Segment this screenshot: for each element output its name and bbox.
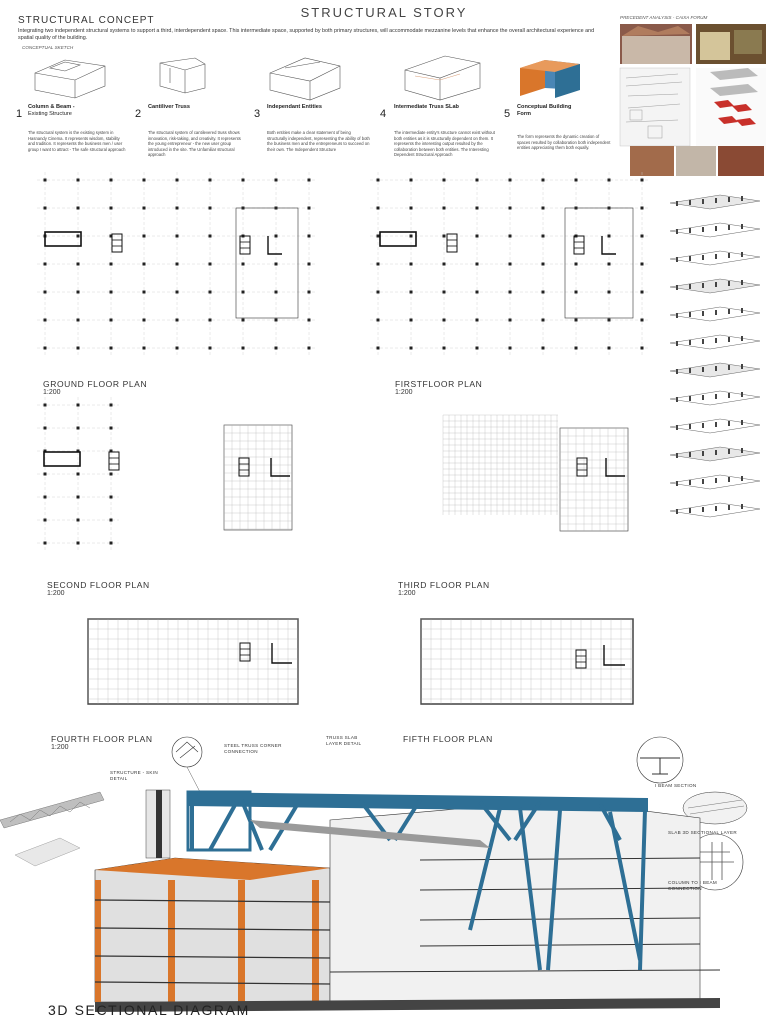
step-3 <box>254 104 372 152</box>
step-body: The structural system of cantilevered truss shows innovation, risk-taking, and creativity. It represents the young entrepreneur - the new user group introduced in the site. The Unfamiliar structural approach <box>148 130 241 157</box>
poster-title: STRUCTURAL STORY <box>300 5 468 20</box>
steel-truss-annotation: STEEL TRUSS CORNER CONNECTION <box>224 743 282 754</box>
step-number: 1 <box>16 108 23 120</box>
section-title: 3D SECTIONAL DIAGRAM <box>48 1002 250 1018</box>
plan-scale: 1:200 <box>51 744 69 751</box>
exploded-isometric-diagram <box>650 185 768 530</box>
i-beam-annotation: I BEAM SECTION <box>655 783 697 788</box>
step-title: Column & Beam - Existing Structure <box>28 104 75 117</box>
plan-scale: 1:200 <box>43 389 61 396</box>
step-body: The form represents the dynamic creation of spaces resulted by collaboration both independent entities appreciating them both equally. <box>517 134 611 150</box>
step-number: 3 <box>254 108 261 120</box>
step-number: 4 <box>380 108 387 120</box>
plan-title: FIRSTFLOOR PLAN <box>395 379 483 389</box>
ground-floor-plan-label <box>43 379 147 396</box>
slab-layer-annotation: SLAB 3D SECTIONAL LAYER <box>668 830 737 835</box>
second-floor-plan-label <box>47 580 150 597</box>
sketch-heading: CONCEPTUAL SKETCH <box>22 45 74 50</box>
skin-detail-annotation: STRUCTURE - SKIN DETAIL <box>110 770 158 781</box>
step-1 <box>16 104 126 152</box>
plan-title: THIRD FLOOR PLAN <box>398 580 490 590</box>
precedent-images <box>618 22 768 182</box>
step-title: Conceptual Building Form <box>517 104 572 117</box>
step-body: The intermediate entity's structure cannot exist without both entities as it is structurally dependent on them. It represents the interesting output resulted by the collaboration between both entities. The Interesting Dependent Structural Approach <box>394 130 495 157</box>
step-number: 2 <box>135 108 142 120</box>
step-2 <box>135 104 247 158</box>
plan-title: GROUND FLOOR PLAN <box>43 379 148 389</box>
precedent-heading: PRECEDENT ANALYSIS - CAIXA FORUM <box>620 15 708 20</box>
conceptual-sketches <box>20 48 610 108</box>
intro-text: Integrating two independent structural systems to support a third, interdependent space. This intermediate space, supported by both primary structures, will accommodate mezzanine levels that enhance the overall architectural experience and spatial quality of the building. <box>18 28 595 41</box>
truss-slab-annotation: TRUSS SLAB LAYER DETAIL <box>326 735 362 746</box>
plan-title: FIFTH FLOOR PLAN <box>403 734 493 744</box>
plan-scale: 1:200 <box>398 590 416 597</box>
column-beam-annotation: COLUMN TO I BEAM CONNECTION <box>668 880 718 891</box>
step-number: 5 <box>504 108 511 120</box>
plan-scale: 1:200 <box>395 389 413 396</box>
step-5 <box>504 104 612 151</box>
plan-title: SECOND FLOOR PLAN <box>47 580 150 590</box>
step-title: Cantiliver Truss <box>148 104 190 110</box>
plan-title: FOURTH FLOOR PLAN <box>51 734 153 744</box>
step-body: Both entities make a clear statement of being structurally independent, representing the ability of both the business men and the entrepreneurs to succeed on their own. The Independent Structure <box>267 130 370 152</box>
step-title: Independant Entities <box>267 104 323 110</box>
step-4 <box>380 104 500 158</box>
first-floor-plan-label <box>395 379 482 396</box>
step-body: The structural system is the existing system in Hasnandy Cinema. It represents wisdom, stability and tradition. It represents the business men / user group I want to attract - The safe structural approach <box>28 130 126 152</box>
plan-scale: 1:200 <box>47 590 65 597</box>
third-floor-plan-label <box>398 580 490 597</box>
concept-heading: STRUCTURAL CONCEPT <box>18 15 155 26</box>
step-title: Intermediate Truss SLab <box>394 104 459 110</box>
